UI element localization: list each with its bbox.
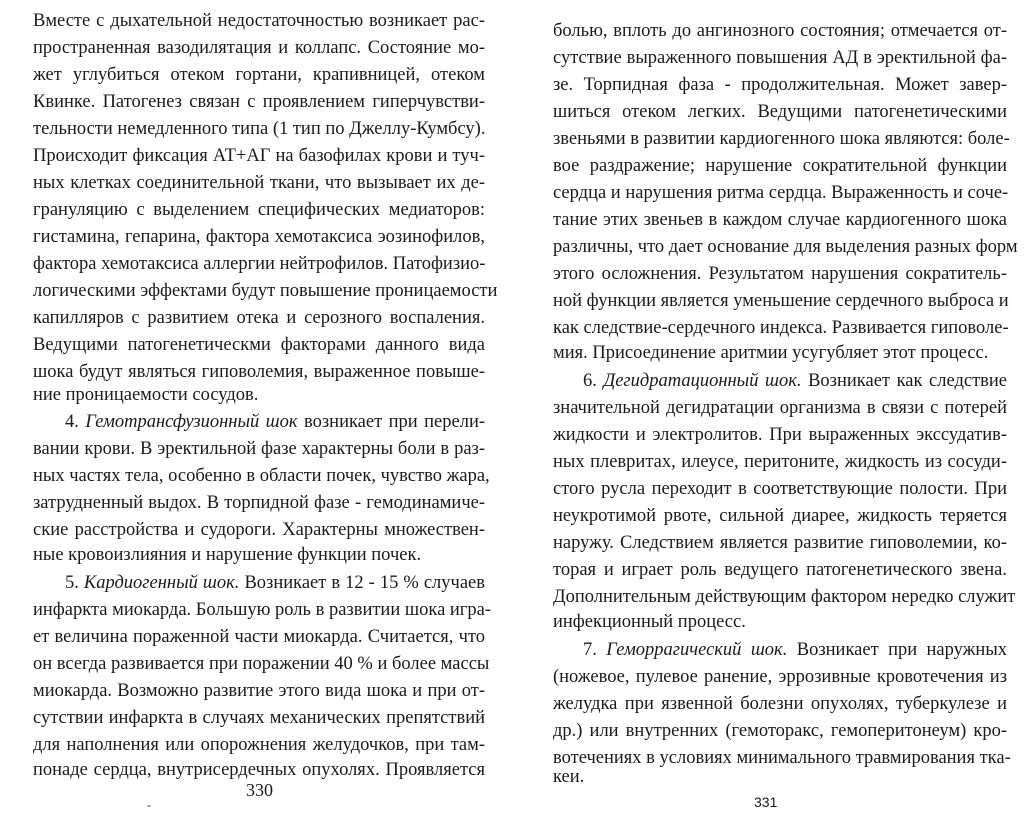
text-line: наружу. Следствием является развитие гиповолемии, ко- [553,533,1007,553]
text-line: Ведущими патогенетическми факторами данного вида [33,335,485,355]
text-fragment: возникает при перели- [297,412,486,432]
text-fragment: Возникает как следствие [801,371,1007,391]
text-line: тельности немедленного типа (1 тип по Джеллу-Кумбсу). [33,119,486,139]
shock-type-term: Гемотрансфузионный шок [85,412,298,432]
shock-type-term: Геморрагический шок. [606,640,788,660]
text-line: ские расстройства и судороги. Характерны множествен- [33,520,485,540]
shock-type-term: Дегидратационный шок. [603,371,802,391]
text-line: зе. Торпидная фаза - продолжительная. Может завер- [553,75,1007,95]
text-line: инфекционный процесс. [553,612,746,632]
text-line: неукротимой рвоте, сильной диарее, жидкость теряется [553,506,1007,526]
paragraph-heading-line [65,570,485,596]
text-line: значительной дегидратации организма в связи с потерей [553,398,1007,418]
page-number: 331 [754,794,778,810]
text-line: сутствии инфаркта в случаях механических препятствий [33,708,485,728]
text-line: жет углубиться отеком гортани, крапивницей, отеком [33,65,485,85]
text-line: жидкости и электролитов. При выраженных экссудатив- [553,425,1007,445]
text-line: Дополнительным действующим фактором нередко служит [553,587,1016,607]
page-number: 330 [246,780,273,800]
text-line: логическими эффектами будут повышение проницаемости [33,281,498,301]
text-line: желудка при язвенной болезни опухолях, туберкулезе и [553,694,1007,714]
text-line: ных частях тела, особенно в области почек, чувство жара, [33,466,490,486]
paragraph-heading-line [583,637,1007,663]
text-line: др.) или внутренних (гемоторакс, гемоперитонеум) кро- [553,721,1007,741]
list-number: 4. [65,412,86,432]
text-line: болью, вплоть до ангинозного состояния; отмечается от- [553,21,1007,41]
list-number: 6. [583,371,604,391]
paragraph-heading-line [583,368,1007,394]
text-line: ет величина пораженной части миокарда. Считается, что [33,627,485,647]
text-line: (ножевое, пулевое ранение, эррозивные кровотечения из [553,667,1007,687]
paragraph-heading-line [65,409,485,435]
text-line: ные кровоизлияния и нарушение функции почек. [33,545,422,565]
text-line: пространенная вазодилятация и коллапс. Состояние мо- [33,38,485,58]
text-fragment: Возникает при наружных [787,640,1008,660]
text-line: ных плевритах, илеусе, перитоните, жидкость из сосуди- [553,452,1007,472]
text-line: понаде сердца, внутрисердечных опухолях. Проявляется [33,760,485,780]
shock-type-term: Кардиогенный шок. [83,573,240,593]
text-line: сутствие выраженного повышения АД в эректильной фа- [553,48,1007,68]
text-line: мия. Присоединение аритмии усугубляет этот процесс. [553,343,989,363]
text-line: вотечениях в условиях минимального травмирования тка- [553,748,1011,768]
text-line: гистамина, гепарина, фактора хемотаксиса эозинофилов, [33,227,485,247]
text-line: ной функции является уменьшение сердечного выброса и [553,291,1009,311]
right-page [512,0,1024,829]
text-line: миокарда. Возможно развитие этого вида шока и при от- [33,681,485,701]
text-line: ных клетках соединительной ткани, что вызывает их де- [33,173,485,193]
text-line: сердца и нарушения ритма сердца. Выраженность и соче- [553,183,1009,203]
text-line: фактора хемотаксиса аллергии нейтрофилов. Патофизио- [33,254,486,274]
text-line: Вместе с дыхательной недостаточностью возникает рас- [33,11,485,31]
text-line: вое раздражение; нарушение сократительной функции [553,156,1007,176]
text-line: шиться отеком легких. Ведущими патогенетическими [553,102,1007,122]
text-line: затрудненный выдох. В торпидной фазе - гемодинамиче- [33,493,485,513]
text-line: он всегда развивается при поражении 40 % и более массы [33,654,490,674]
text-line: шока будут являться гиповолемия, выраженное повыше- [33,362,485,382]
text-line: вании крови. В эректильной фазе характерны боли в раз- [33,439,485,459]
text-line: звеньями в развитии кардиогенного шока являются: боле- [553,129,1010,149]
text-line: этого осложнения. Результатом нарушения сократитель- [553,264,1007,284]
list-number: 5. [65,573,84,593]
text-line: ние проницаемости сосудов. [33,385,259,405]
stray-mark: - [147,798,151,812]
text-line: торая и играет роль ведущего патогенетического звена. [553,560,1007,580]
text-line: как следствие-сердечного индекса. Развивается гиповоле- [553,318,1009,338]
text-line: инфаркта миокарда. Большую роль в развитии шока игра- [33,600,492,620]
text-line: Происходит фиксация АТ+АГ на базофилах крови и туч- [33,146,485,166]
text-line: Квинке. Патогенез связан с проявлением гиперчувстви- [33,92,485,112]
text-line: стого русла переходит в соответствующие полости. При [553,479,1007,499]
text-line: для наполнения или опорожнения желудочков, при там- [33,735,485,755]
list-number: 7. [583,640,607,660]
text-line: грануляцию с выделением специфических медиаторов: [33,200,485,220]
text-line: кеи. [553,767,585,787]
text-line: капилляров с развитием отека и серозного воспаления. [33,308,485,328]
text-line: тание этих звеньев в каждом случае кардиогенного шока [553,210,1007,230]
text-fragment: Возникает в 12 - 15 % случаев [239,573,485,593]
text-line: различны, что дает основание для выделения разных форм [553,237,1018,257]
